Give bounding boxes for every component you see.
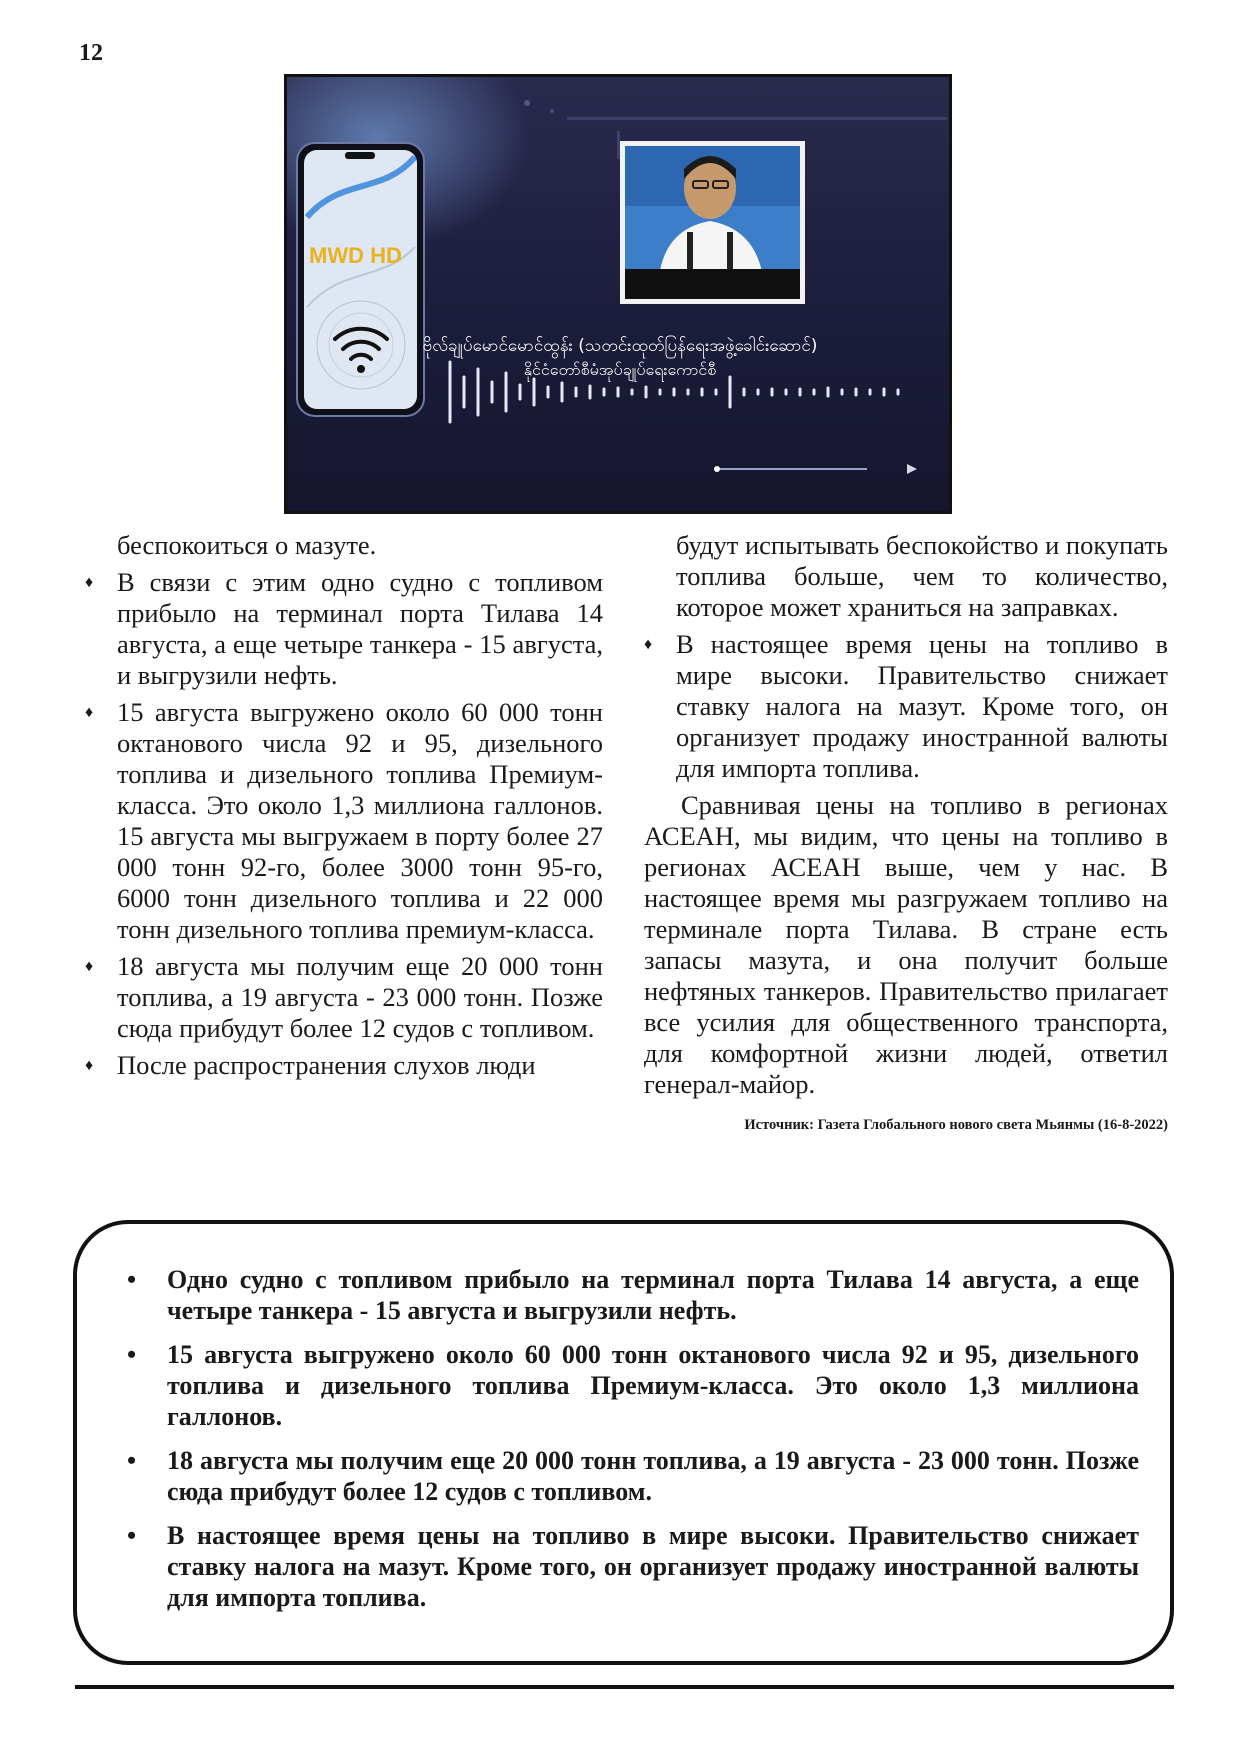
smartphone-icon [297,143,424,416]
article-column-right [644,530,1168,1141]
bullet-item [85,1050,603,1081]
bullet-text: После распространения слухов люди [117,1050,536,1080]
article-column-left [85,530,603,1081]
speaker-portrait [620,141,805,304]
play-icon [907,464,917,474]
source-citation: Источник: Газета Глобального нового света Мьянмы (16-8-2022) [744,1117,1168,1133]
brand-logo: MWD HD [309,243,402,268]
summary-text: Одно судно с топливом прибыло на терминал порта Тилава 14 августа, а еще четыре танкера - 15 августа и выгрузили нефть. [167,1265,1139,1325]
summary-text: 15 августа выгружено около 60 000 тонн октанового числа 92 и 95, дизельного топлива и дизельного топлива Премиум-класса. Это около 1,3 миллиона галлонов. [167,1340,1139,1431]
summary-item [127,1339,1139,1432]
bullet-dot-icon: • [127,1521,137,1550]
bullet-dot-icon: • [127,1340,137,1369]
video-still-graphic [287,77,949,511]
bullet-text: В настоящее время цены на топливо в мире высоки. Правительство снижает ставку налога на мазут. Кроме того, он организует продажу иностранной валюты для импорта топлива. [676,629,1168,783]
paragraph-continuation: будут испытывать беспокойство и покупать топлива больше, чем то количество, которое может храниться на заправках. [676,530,1169,622]
player-progress-bar [714,464,917,474]
diamond-bullet-icon: ♦ [85,704,94,721]
bullet-item [85,697,603,945]
bullet-item [85,567,603,691]
paragraph-continuation: беспокоиться о мазуте. [117,530,377,560]
bullet-item [85,951,603,1044]
bullet-dot-icon: • [127,1446,137,1475]
bullet-text: 18 августа мы получим еще 20 000 тонн топлива, а 19 августа - 23 000 тонн. Позже сюда прибудут более 12 судов с топливом. [117,951,603,1043]
summary-text: В настоящее время цены на топливо в мире высоки. Правительство снижает ставку налога на мазут. Кроме того, он организует продажу иностранной валюты для импорта топлива. [167,1521,1139,1612]
photo-caption-line1: ဗိုလ်ချုပ်မောင်မောင်ထွန်း (သတင်းထုတ်ပြန်ရေးအဖွဲ့ခေါင်းဆောင်) [422,336,818,356]
summary-text: 18 августа мы получим еще 20 000 тонн топлива, а 19 августа - 23 000 тонн. Позже сюда прибудут более 12 судов с топливом. [167,1446,1139,1506]
footer-rule [75,1685,1174,1689]
diamond-bullet-icon: ♦ [644,636,653,653]
summary-list [127,1264,1139,1613]
diamond-bullet-icon: ♦ [85,1057,94,1074]
bullet-dot-icon: • [127,1265,137,1294]
bullet-text: В связи с этим одно судно с топливом прибыло на терминал порта Тилава 14 августа, а еще четыре танкера - 15 августа, и выгрузили нефть. [117,567,603,690]
photo-caption-line2: နိုင်ငံတော်စီမံအုပ်ချုပ်ရေးကောင်စီ [523,360,717,379]
summary-item [127,1264,1139,1326]
summary-item [127,1445,1139,1507]
diamond-bullet-icon: ♦ [85,574,94,591]
summary-box [73,1220,1174,1665]
diamond-bullet-icon: ♦ [85,958,94,975]
paragraph: Сравнивая цены на топливо в регионах АСЕАН, мы видим, что цены на топливо в регионах АСЕАН выше, чем у нас. В настоящее время мы разгружаем топливо на терминале порта Тилава. В стране есть запасы мазута, и она получит больше нефтяных танкеров. Правительство прилагает все усилия для общественного транспорта, для комфортной жизни людей, ответил генерал-майор. [644,790,1168,1099]
news-video-still [284,74,952,514]
bullet-item [644,629,1168,784]
page-number: 12 [79,40,103,66]
summary-item [127,1520,1139,1613]
bullet-text: 15 августа выгружено около 60 000 тонн октанового числа 92 и 95, дизельного топлива и дизельного топлива Премиум-класса. Это около 1,3 миллиона галлонов. 15 августа мы выгружаем в порту более 27 000 тонн 92-го, более 3000 тонн 95-го, 6000 тонн дизельного топлива и 22 000 тонн дизельного топлива премиум-класса. [117,697,603,944]
